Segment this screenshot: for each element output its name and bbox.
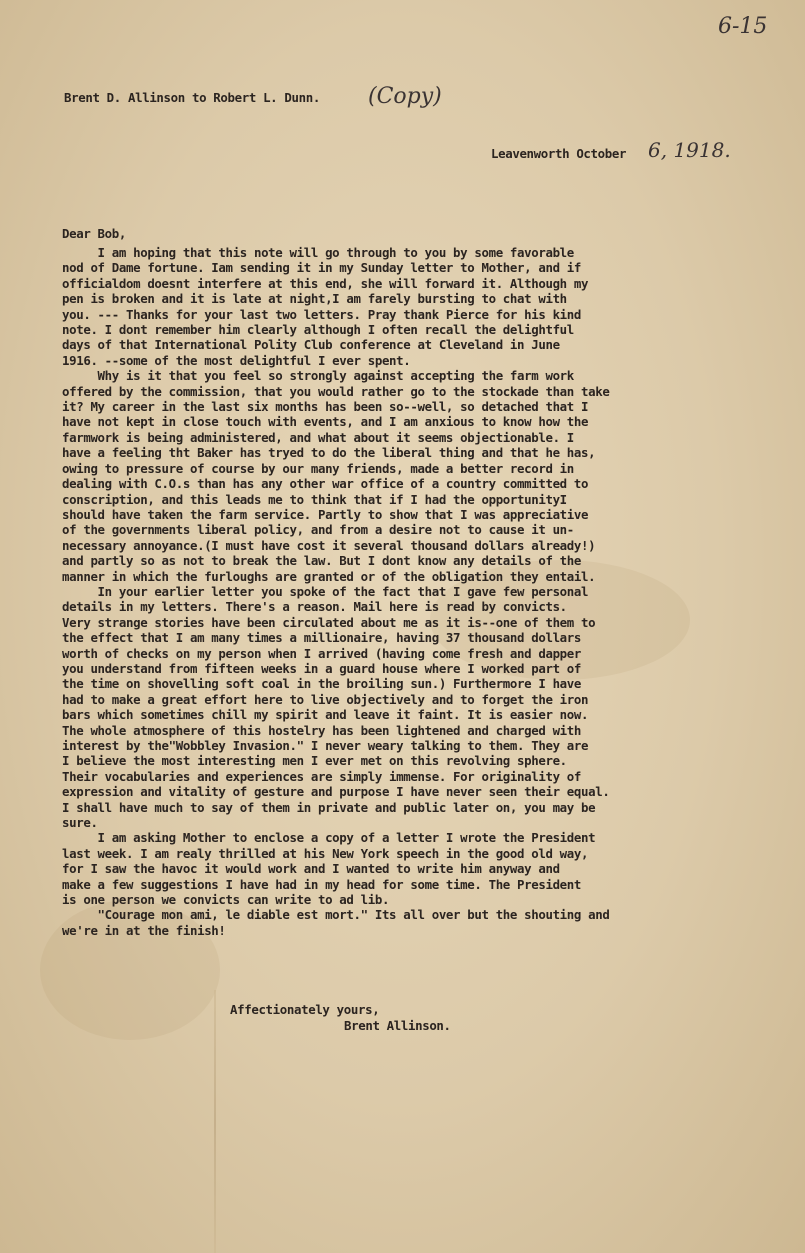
body-line: I am hoping that this note will go through to you by some favorable xyxy=(62,245,574,260)
body-line: you. --- Thanks for your last two letters. Pray thank Pierce for his kind xyxy=(62,306,582,322)
letter-body xyxy=(62,245,762,938)
body-line: manner in which the furloughs are granted or of the obligation they entail. xyxy=(62,568,596,584)
signature: Brent Allinson. xyxy=(344,1018,451,1033)
body-line: last week. I am realy thrilled at his New York speech in the good old way, xyxy=(62,845,589,861)
archive-number: 6-15 xyxy=(718,14,768,39)
body-line: farmwork is being administered, and what about it seems objectionable. I xyxy=(62,429,574,445)
body-line: I am asking Mother to enclose a copy of a letter I wrote the President xyxy=(62,830,596,846)
body-line: Very strange stories have been circulated about me as it is--one of them to xyxy=(62,614,596,630)
body-line: pen is broken and it is late at night,I am farely bursting to chat with xyxy=(62,291,567,307)
body-line: note. I dont remember him clearly although I often recall the delightful xyxy=(62,322,574,338)
body-line: the time on shovelling soft coal in the broiling sun.) Furthermore I have xyxy=(62,676,582,692)
body-line: had to make a great effort here to live objectively and to forget the iron xyxy=(62,691,589,707)
salutation: Dear Bob, xyxy=(62,226,126,241)
body-line: it? My career in the last six months has been so--well, so detached that I xyxy=(62,399,589,415)
body-line: The whole atmosphere of this hostelry has been lightened and charged with xyxy=(62,722,582,738)
body-line: and partly so as not to break the law. But I dont know any details of the xyxy=(62,553,582,569)
date-handwritten: 6, 1918. xyxy=(648,138,731,162)
body-line: have not kept in close touch with events, and I am anxious to know how the xyxy=(62,414,589,430)
body-line: nod of Dame fortune. Iam sending it in my Sunday letter to Mother, and if xyxy=(62,260,582,276)
body-line: bars which sometimes chill my spirit and leave it faint. It is easier now. xyxy=(62,707,589,723)
paper-fold xyxy=(214,990,216,1253)
body-line: you understand from fifteen weeks in a guard house where I worked part of xyxy=(62,660,582,676)
body-line: "Courage mon ami, le diable est mort." Its all over but the shouting and xyxy=(62,907,610,923)
body-line: expression and vitality of gesture and purpose I have never seen their equal. xyxy=(62,784,610,800)
body-line: necessary annoyance.(I must have cost it several thousand dollars already!) xyxy=(62,537,596,553)
letter-title: Brent D. Allinson to Robert L. Dunn. xyxy=(64,90,320,105)
body-line: should have taken the farm service. Partly to show that I was appreciative xyxy=(62,506,589,522)
body-line: the effect that I am many times a millionaire, having 37 thousand dollars xyxy=(62,630,582,646)
body-line: we're in at the finish! xyxy=(62,922,226,938)
body-line: have a feeling tht Baker has tryed to do the liberal thing and that he has, xyxy=(62,445,596,461)
body-line: 1916. --some of the most delightful I ever spent. xyxy=(62,352,411,368)
body-line: interest by the"Wobbley Invasion." I never weary talking to them. They are xyxy=(62,738,589,753)
body-line: I believe the most interesting men I ever met on this revolving sphere. xyxy=(62,753,567,769)
body-line: of the governments liberal policy, and from a desire not to cause it un- xyxy=(62,522,574,538)
body-line: worth of checks on my person when I arrived (having come fresh and dapper xyxy=(62,645,582,661)
body-line: for I saw the havoc it would work and I wanted to write him anyway and xyxy=(62,861,560,877)
body-line: Why is it that you feel so strongly against accepting the farm work xyxy=(62,368,574,384)
body-line: offered by the commission, that you would rather go to the stockade than take xyxy=(62,383,610,399)
body-line: dealing with C.O.s than has any other war office of a country committed to xyxy=(62,476,589,492)
body-line: conscription, and this leads me to think that if I had the opportunityI xyxy=(62,491,567,507)
body-line: days of that International Polity Club conference at Cleveland in June xyxy=(62,337,560,353)
body-line: Their vocabularies and experiences are simply immense. For originality of xyxy=(62,768,582,784)
body-line: In your earlier letter you spoke of the fact that I gave few personal xyxy=(62,583,589,599)
body-line: is one person we convicts can write to ad lib. xyxy=(62,892,390,908)
body-line: owing to pressure of course by our many friends, made a better record in xyxy=(62,460,574,476)
closing: Affectionately yours, xyxy=(230,1002,380,1017)
body-line: make a few suggestions I have had in my head for some time. The President xyxy=(62,876,582,892)
place-date: Leavenworth October xyxy=(491,146,627,161)
body-line: sure. xyxy=(62,815,98,831)
body-line: details in my letters. There's a reason. Mail here is read by convicts. xyxy=(62,599,567,615)
body-line: officialdom doesnt interfere at this end, she will forward it. Although my xyxy=(62,275,589,291)
body-line: I shall have much to say of them in private and public later on, you may be xyxy=(62,799,596,815)
copy-note: (Copy) xyxy=(368,84,442,109)
